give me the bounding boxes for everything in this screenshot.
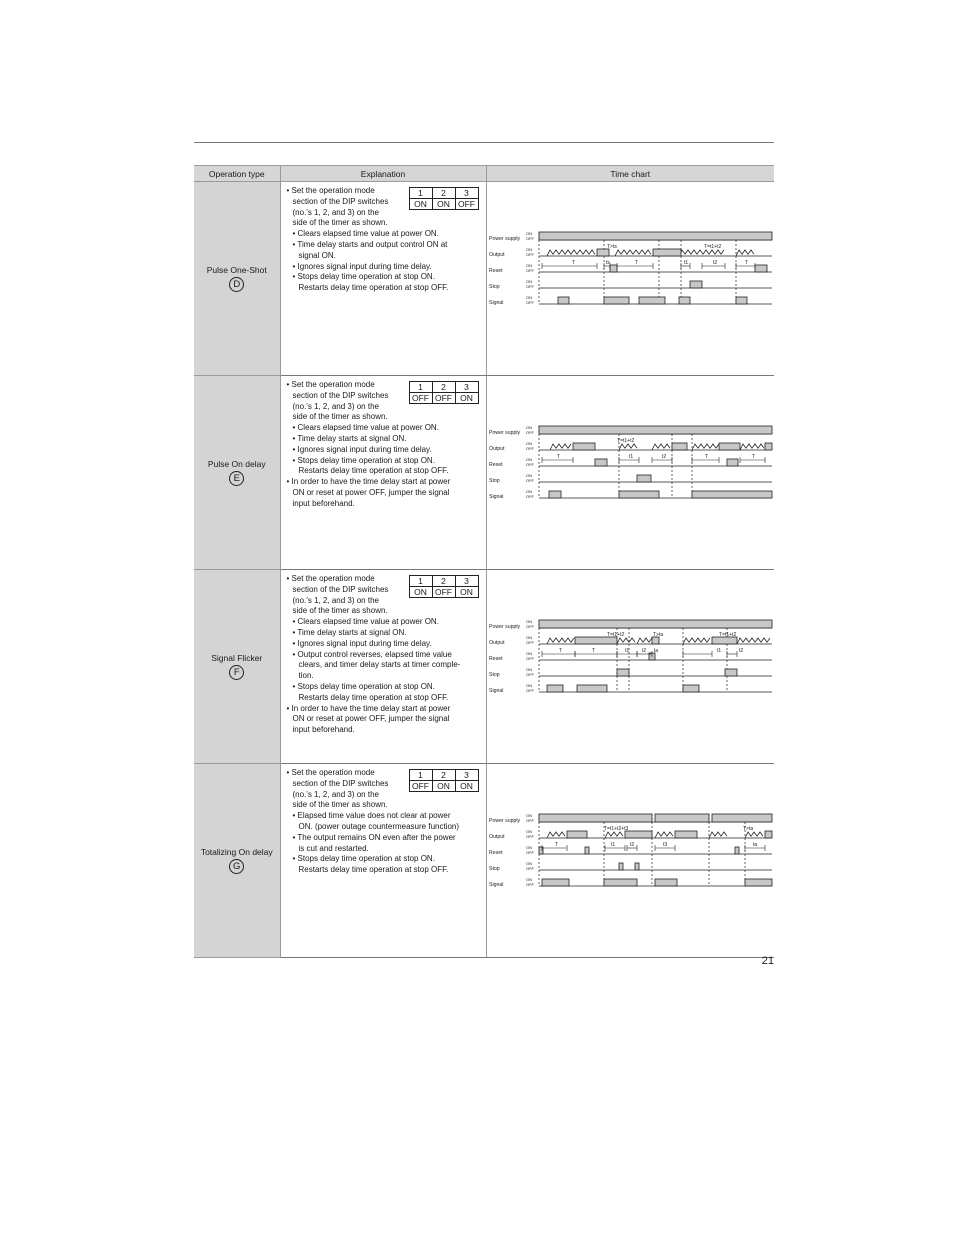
explanation-cell bbox=[280, 376, 486, 570]
dip-switch-table bbox=[409, 575, 479, 598]
off-level-label: OFF bbox=[525, 446, 534, 451]
operation-name: Totalizing On delay bbox=[200, 847, 273, 857]
output-pulse bbox=[765, 831, 772, 838]
signal-label-signal: Signal bbox=[488, 494, 503, 500]
stop-pulse bbox=[725, 669, 737, 676]
signal-pulse bbox=[558, 297, 569, 304]
dip-switch-number: 1 bbox=[409, 576, 432, 587]
output-pulse bbox=[567, 831, 587, 838]
time-chart-cell bbox=[486, 570, 774, 764]
dip-switch-state: OFF bbox=[409, 781, 432, 792]
dip-switch-number: 2 bbox=[432, 576, 455, 587]
dip-switch-state: OFF bbox=[409, 393, 432, 404]
explanation-line: side of the timer as shown. bbox=[292, 606, 388, 616]
explanation-line: ON or reset at power OFF, jumper the signal bbox=[292, 487, 450, 497]
explanation-line: • In order to have the time delay start at power bbox=[286, 477, 451, 487]
reset-pulse bbox=[585, 847, 589, 854]
dip-switch-table bbox=[409, 381, 479, 404]
output-ramp bbox=[736, 250, 754, 256]
timing-annotation: T>ta bbox=[742, 826, 753, 832]
timing-annotation: t3 bbox=[662, 842, 667, 848]
stop-pulse bbox=[690, 281, 702, 288]
power-supply-pulse bbox=[712, 814, 772, 822]
dip-switch-number: 2 bbox=[432, 382, 455, 393]
explanation-line: Restarts delay time operation at stop OFF. bbox=[298, 865, 449, 875]
timing-annotation: T=t1+t2 bbox=[606, 632, 624, 638]
timing-annotation: T>ts bbox=[606, 244, 617, 250]
on-level-label: ON bbox=[525, 441, 532, 446]
explanation-line: • Stops delay time operation at stop ON. bbox=[292, 681, 435, 691]
signal-label-stop: Stop bbox=[488, 866, 500, 872]
explanation-line: • Clears elapsed time value at power ON. bbox=[292, 617, 439, 627]
dip-switch-state: OFF bbox=[432, 393, 455, 404]
output-pulse bbox=[575, 637, 617, 644]
explanation-cell bbox=[280, 764, 486, 958]
signal-pulse bbox=[655, 879, 677, 886]
explanation-cell bbox=[280, 182, 486, 376]
explanation-line: signal ON. bbox=[298, 250, 336, 260]
signal-pulse bbox=[577, 685, 607, 692]
dip-switch-number: 1 bbox=[409, 770, 432, 781]
table-row bbox=[194, 376, 774, 570]
explanation-line: ON. (power outage countermeasure function) bbox=[298, 821, 460, 831]
signal-label-power: Power supply bbox=[488, 236, 520, 242]
time-chart-g bbox=[487, 764, 774, 957]
output-ramp bbox=[637, 638, 652, 644]
timing-annotation: t1 bbox=[628, 454, 633, 460]
signal-pulse bbox=[679, 297, 690, 304]
on-level-label: ON bbox=[525, 263, 532, 268]
stop-pulse bbox=[617, 669, 629, 676]
timing-annotation: t1 bbox=[683, 260, 688, 266]
timing-annotation: T>ta bbox=[652, 632, 663, 638]
reset-pulse bbox=[735, 847, 739, 854]
timing-annotation: t2 bbox=[661, 454, 666, 460]
signal-pulse bbox=[604, 879, 637, 886]
timing-annotation: ta bbox=[653, 648, 658, 654]
signal-label-power: Power supply bbox=[488, 818, 520, 824]
operation-type-cell bbox=[194, 182, 280, 376]
operation-name: Signal Flicker bbox=[211, 653, 263, 663]
dip-switch-number: 1 bbox=[409, 188, 432, 199]
explanation-line: input beforehand. bbox=[292, 498, 355, 508]
dip-switch-state: ON bbox=[432, 199, 455, 210]
explanation-line: • Time delay starts at signal ON. bbox=[292, 627, 407, 637]
timing-annotation: T bbox=[751, 454, 755, 460]
explanation-line: • Ignores signal input during time delay. bbox=[292, 444, 432, 454]
output-ramp bbox=[737, 638, 770, 644]
on-level-label: ON bbox=[525, 845, 532, 850]
output-ramp bbox=[745, 832, 763, 838]
off-level-label: OFF bbox=[525, 284, 534, 289]
table-row bbox=[194, 182, 774, 376]
explanation-line: section of the DIP switches bbox=[292, 196, 389, 206]
off-level-label: OFF bbox=[525, 236, 534, 241]
dip-switch-number: 2 bbox=[432, 770, 455, 781]
output-ramp bbox=[652, 444, 670, 450]
explanation-line: (no.'s 1, 2, and 3) on the bbox=[292, 595, 379, 605]
output-ramp bbox=[619, 444, 637, 450]
explanation-line: • Time delay starts and output control ON at bbox=[292, 239, 448, 249]
explanation-line: • The output remains ON even after the power bbox=[292, 832, 456, 842]
dip-switch-number: 3 bbox=[455, 770, 478, 781]
timing-annotation: t1 bbox=[610, 842, 615, 848]
output-pulse bbox=[672, 443, 687, 450]
signal-label-output: Output bbox=[488, 834, 505, 840]
explanation-line: • Set the operation mode bbox=[286, 380, 375, 389]
dip-switch-state: ON bbox=[409, 199, 432, 210]
signal-label-signal: Signal bbox=[488, 688, 503, 694]
output-pulse bbox=[765, 443, 772, 450]
explanation-line: • Stops delay time operation at stop ON. bbox=[292, 455, 435, 465]
operation-type-cell bbox=[194, 376, 280, 570]
dip-switch-state: ON bbox=[455, 393, 478, 404]
explanation-line: • Elapsed time value does not clear at power bbox=[292, 811, 451, 821]
reset-pulse bbox=[595, 459, 607, 466]
operation-letter-badge: F bbox=[229, 665, 244, 680]
explanation-line: tion. bbox=[298, 671, 314, 681]
power-supply-pulse bbox=[539, 232, 772, 240]
explanation-line: ON or reset at power OFF, jumper the signal bbox=[292, 714, 450, 724]
explanation-line: • Clears elapsed time value at power ON. bbox=[292, 423, 439, 433]
output-ramp bbox=[547, 250, 595, 256]
off-level-label: OFF bbox=[525, 656, 534, 661]
timing-annotation: T bbox=[556, 454, 560, 460]
explanation-line: clears, and timer delay starts at timer comple- bbox=[298, 660, 461, 670]
time-chart-d bbox=[487, 182, 774, 375]
on-level-label: ON bbox=[525, 231, 532, 236]
stop-pulse bbox=[635, 863, 639, 870]
timing-annotation: T bbox=[554, 842, 558, 848]
on-level-label: ON bbox=[525, 619, 532, 624]
power-supply-pulse bbox=[539, 426, 772, 434]
dip-switch-state: ON bbox=[409, 587, 432, 598]
explanation-line: • Stops delay time operation at stop ON. bbox=[292, 272, 435, 282]
top-rule bbox=[194, 142, 774, 143]
timing-annotation: T bbox=[704, 454, 708, 460]
signal-pulse bbox=[736, 297, 747, 304]
explanation-line: section of the DIP switches bbox=[292, 390, 389, 400]
explanation-line: Restarts delay time operation at stop OFF. bbox=[298, 283, 449, 293]
on-level-label: ON bbox=[525, 683, 532, 688]
signal-label-stop: Stop bbox=[488, 478, 500, 484]
signal-pulse bbox=[604, 297, 629, 304]
table-row bbox=[194, 570, 774, 764]
on-level-label: ON bbox=[525, 247, 532, 252]
on-level-label: ON bbox=[525, 473, 532, 478]
page-number: 21 bbox=[761, 955, 774, 967]
output-ramp bbox=[655, 832, 673, 838]
header-operation-type: Operation type bbox=[194, 166, 280, 182]
operation-letter-badge: E bbox=[229, 471, 244, 486]
output-ramp bbox=[547, 638, 574, 644]
output-pulse bbox=[625, 831, 652, 838]
timing-annotation: T bbox=[591, 648, 595, 654]
timing-annotation: t2 bbox=[712, 260, 717, 266]
output-ramp bbox=[679, 250, 724, 256]
off-level-label: OFF bbox=[525, 688, 534, 693]
timing-annotation: ta bbox=[752, 842, 757, 848]
output-ramp bbox=[709, 832, 727, 838]
output-ramp bbox=[605, 832, 623, 838]
on-level-label: ON bbox=[525, 829, 532, 834]
operation-name: Pulse One-Shot bbox=[206, 265, 267, 275]
output-pulse bbox=[573, 443, 595, 450]
off-level-label: OFF bbox=[525, 672, 534, 677]
operation-name: Pulse On delay bbox=[207, 459, 266, 469]
signal-pulse bbox=[549, 491, 561, 498]
output-ramp bbox=[692, 444, 719, 450]
signal-label-reset: Reset bbox=[488, 850, 503, 856]
explanation-line: (no.'s 1, 2, and 3) on the bbox=[292, 207, 379, 217]
explanation-line: section of the DIP switches bbox=[292, 778, 389, 788]
on-level-label: ON bbox=[525, 279, 532, 284]
signal-label-output: Output bbox=[488, 252, 505, 258]
signal-label-output: Output bbox=[488, 446, 505, 452]
output-ramp bbox=[615, 250, 651, 256]
off-level-label: OFF bbox=[525, 494, 534, 499]
timing-annotation: t1 bbox=[716, 648, 721, 654]
off-level-label: OFF bbox=[525, 882, 534, 887]
table-header-row bbox=[194, 166, 774, 182]
off-level-label: OFF bbox=[525, 478, 534, 483]
explanation-line: section of the DIP switches bbox=[292, 584, 389, 594]
dip-switch-number: 3 bbox=[455, 576, 478, 587]
signal-pulse bbox=[547, 685, 563, 692]
signal-label-stop: Stop bbox=[488, 284, 500, 290]
signal-pulse bbox=[692, 491, 772, 498]
output-ramp bbox=[617, 638, 635, 644]
explanation-line: input beforehand. bbox=[292, 725, 355, 735]
dip-switch-table bbox=[409, 769, 479, 792]
off-level-label: OFF bbox=[525, 818, 534, 823]
on-level-label: ON bbox=[525, 861, 532, 866]
signal-label-power: Power supply bbox=[488, 624, 520, 630]
explanation-line: side of the timer as shown. bbox=[292, 800, 388, 810]
signal-label-stop: Stop bbox=[488, 672, 500, 678]
output-ramp bbox=[550, 444, 571, 450]
dip-switch-number: 1 bbox=[409, 382, 432, 393]
power-supply-pulse bbox=[655, 814, 709, 822]
off-level-label: OFF bbox=[525, 430, 534, 435]
on-level-label: ON bbox=[525, 425, 532, 430]
signal-pulse bbox=[745, 879, 772, 886]
on-level-label: ON bbox=[525, 877, 532, 882]
signal-label-reset: Reset bbox=[488, 268, 503, 274]
explanation-cell bbox=[280, 570, 486, 764]
dip-switch-state: ON bbox=[455, 587, 478, 598]
explanation-line: • Ignores signal input during time delay. bbox=[292, 638, 432, 648]
explanation-line: • Ignores signal input during time delay. bbox=[292, 261, 432, 271]
on-level-label: ON bbox=[525, 651, 532, 656]
explanation-line: (no.'s 1, 2, and 3) on the bbox=[292, 401, 379, 411]
explanation-line: • In order to have the time delay start at power bbox=[286, 703, 451, 713]
off-level-label: OFF bbox=[525, 866, 534, 871]
reset-pulse bbox=[755, 265, 767, 272]
output-ramp bbox=[740, 444, 764, 450]
dip-switch-state: OFF bbox=[432, 587, 455, 598]
power-supply-pulse bbox=[539, 814, 652, 822]
dip-switch-number: 3 bbox=[455, 382, 478, 393]
output-pulse bbox=[653, 249, 681, 256]
timing-annotation: T=t1+t2 bbox=[718, 632, 736, 638]
signal-pulse bbox=[639, 297, 665, 304]
output-ramp bbox=[547, 832, 565, 838]
on-level-label: ON bbox=[525, 667, 532, 672]
explanation-line: • Output control reverses, elapsed time value bbox=[292, 649, 452, 659]
explanation-line: Restarts delay time operation at stop OFF. bbox=[298, 466, 449, 476]
timing-annotation: t2 bbox=[738, 648, 743, 654]
signal-label-output: Output bbox=[488, 640, 505, 646]
output-pulse bbox=[652, 637, 659, 644]
explanation-line: (no.'s 1, 2, and 3) on the bbox=[292, 789, 379, 799]
explanation-line: Restarts delay time operation at stop OFF. bbox=[298, 692, 449, 702]
timing-annotation: T=t1+t2 bbox=[616, 438, 634, 444]
output-pulse bbox=[719, 443, 740, 450]
explanation-line: • Time delay starts at signal ON. bbox=[292, 433, 407, 443]
output-pulse bbox=[675, 831, 697, 838]
signal-label-reset: Reset bbox=[488, 462, 503, 468]
output-pulse bbox=[597, 249, 609, 256]
signal-label-signal: Signal bbox=[488, 882, 503, 888]
dip-switch-table bbox=[409, 187, 479, 210]
dip-switch-state: OFF bbox=[455, 199, 478, 210]
off-level-label: OFF bbox=[525, 300, 534, 305]
timing-annotation: T bbox=[558, 648, 562, 654]
stop-pulse bbox=[637, 475, 651, 482]
signal-label-reset: Reset bbox=[488, 656, 503, 662]
output-pulse bbox=[712, 637, 737, 644]
dip-switch-state: ON bbox=[432, 781, 455, 792]
operation-letter-badge: D bbox=[229, 277, 244, 292]
on-level-label: ON bbox=[525, 635, 532, 640]
signal-pulse bbox=[683, 685, 699, 692]
time-chart-f bbox=[487, 570, 774, 763]
explanation-line: is cut and restarted. bbox=[298, 843, 369, 853]
explanation-line: • Set the operation mode bbox=[286, 186, 375, 195]
off-level-label: OFF bbox=[525, 462, 534, 467]
dip-switch-state: ON bbox=[455, 781, 478, 792]
output-ramp bbox=[683, 638, 710, 644]
on-level-label: ON bbox=[525, 457, 532, 462]
dip-switch-number: 2 bbox=[432, 188, 455, 199]
explanation-line: • Stops delay time operation at stop ON. bbox=[292, 854, 435, 864]
time-chart-cell bbox=[486, 764, 774, 958]
timing-annotation: t1 bbox=[624, 648, 629, 654]
time-chart-cell bbox=[486, 376, 774, 570]
timing-annotation: T bbox=[634, 260, 638, 266]
signal-label-power: Power supply bbox=[488, 430, 520, 436]
off-level-label: OFF bbox=[525, 640, 534, 645]
signal-pulse bbox=[619, 491, 659, 498]
operation-letter-badge: G bbox=[229, 859, 244, 874]
timing-annotation: T=t1+t2+t3 bbox=[603, 826, 628, 832]
off-level-label: OFF bbox=[525, 834, 534, 839]
off-level-label: OFF bbox=[525, 624, 534, 629]
reset-pulse bbox=[610, 265, 617, 272]
timing-annotation: t2 bbox=[629, 842, 634, 848]
operation-type-cell bbox=[194, 764, 280, 958]
header-explanation: Explanation bbox=[280, 166, 486, 182]
off-level-label: OFF bbox=[525, 850, 534, 855]
reset-pulse bbox=[727, 459, 738, 466]
time-chart-cell bbox=[486, 182, 774, 376]
explanation-line: • Set the operation mode bbox=[286, 768, 375, 777]
timing-annotation: T=t1+t2 bbox=[703, 244, 721, 250]
signal-pulse bbox=[542, 879, 569, 886]
operation-table bbox=[194, 165, 774, 958]
off-level-label: OFF bbox=[525, 252, 534, 257]
off-level-label: OFF bbox=[525, 268, 534, 273]
timing-annotation: T bbox=[571, 260, 575, 266]
signal-label-signal: Signal bbox=[488, 300, 503, 306]
explanation-line: side of the timer as shown. bbox=[292, 412, 388, 422]
explanation-line: • Clears elapsed time value at power ON. bbox=[292, 229, 439, 239]
header-time-chart: Time chart bbox=[486, 166, 774, 182]
on-level-label: ON bbox=[525, 295, 532, 300]
explanation-line: side of the timer as shown. bbox=[292, 218, 388, 228]
dip-switch-number: 3 bbox=[455, 188, 478, 199]
table-row bbox=[194, 764, 774, 958]
timing-annotation: t2 bbox=[641, 648, 646, 654]
on-level-label: ON bbox=[525, 489, 532, 494]
time-chart-e bbox=[487, 376, 774, 569]
timing-annotation: T bbox=[744, 260, 748, 266]
on-level-label: ON bbox=[525, 813, 532, 818]
power-supply-pulse bbox=[539, 620, 772, 628]
operation-type-cell bbox=[194, 570, 280, 764]
explanation-line: • Set the operation mode bbox=[286, 574, 375, 583]
timing-annotation: ts bbox=[605, 260, 610, 266]
stop-pulse bbox=[619, 863, 623, 870]
